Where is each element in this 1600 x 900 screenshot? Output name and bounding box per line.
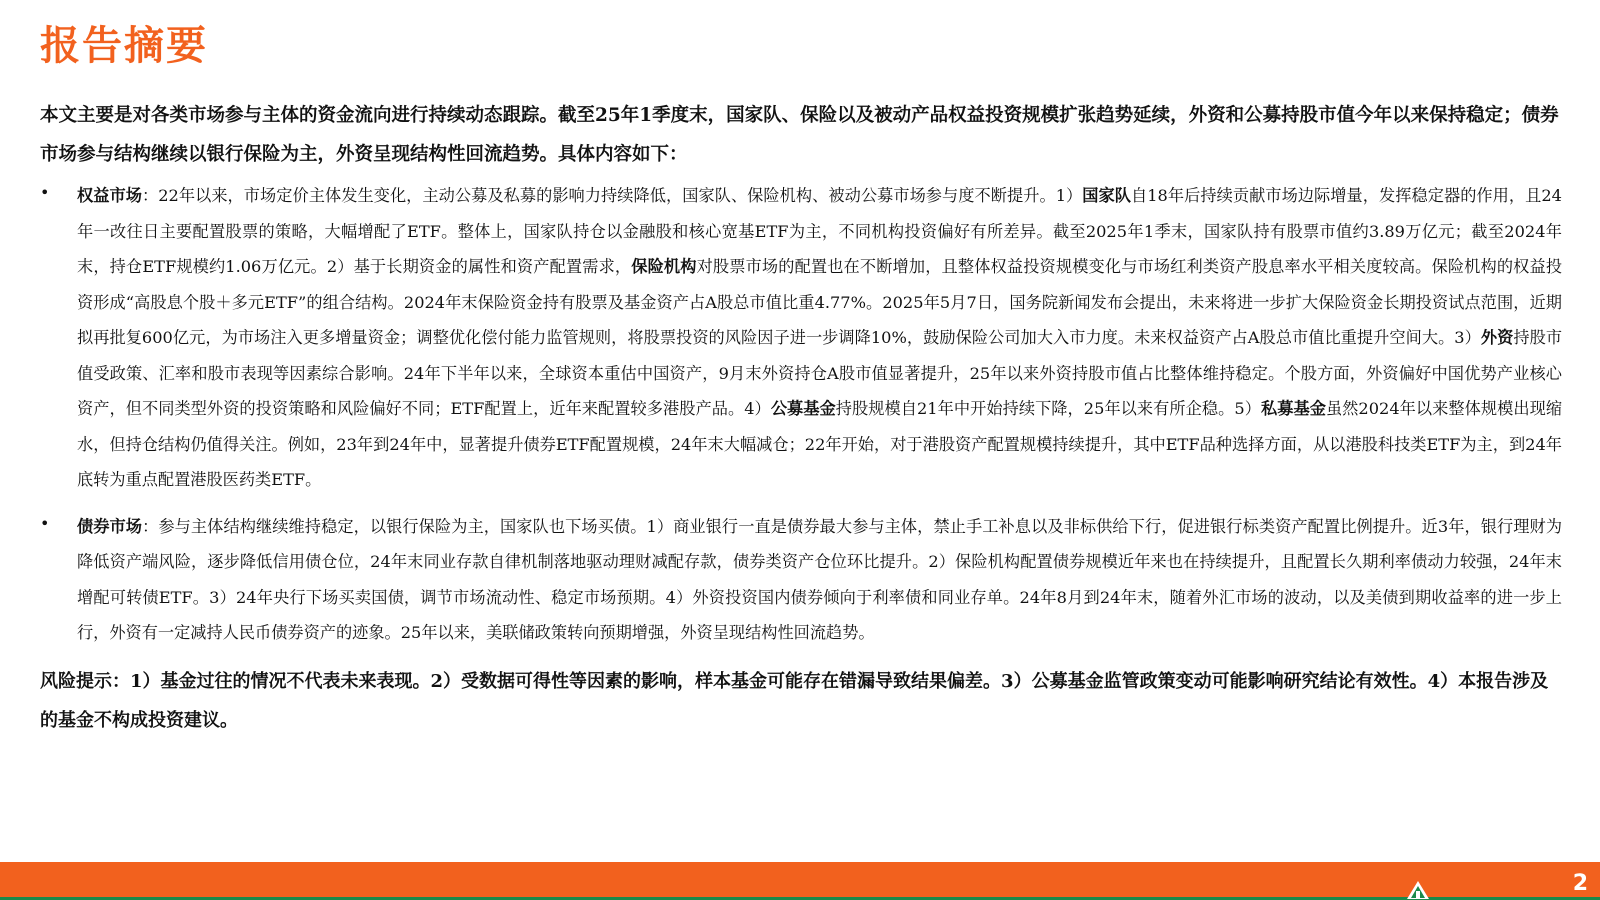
bullet-marker: • bbox=[40, 513, 50, 533]
bullet-text: 持股市值受政策、汇率和股市表现等因素综合影响。24年下半年以来，全球资本重估中国资产，9月末外资持仓A股市值显著提升，25年以来外资持股市值占比整体维持稳定。个股方面，外资偏好中国优势产业核心资产，但不同类型外资的投资策略和风险偏好不同；ETF配置上，近年来配置较多港股产品。4） bbox=[77, 328, 1563, 418]
keyword: 国家队 bbox=[1082, 186, 1132, 205]
risk-warning: 风险提示：1）基金过往的情况不代表未来表现。2）受数据可得性等因素的影响，样本基金可能存在错漏导致结果偏差。3）公募基金监管政策变动可能影响研究结论有效性。4）本报告涉及的基金不构成投资建议。 bbox=[40, 670, 1549, 731]
bullet-text: ：参与主体结构继续维持稳定，以银行保险为主，国家队也下场买债。1）商业银行一直是债券最大参与主体，禁止手工补息以及非标供给下行，促进银行标类资产配置比例提升。近3年，银行理财为降低资产端风险，逐步降低信用债仓位，24年末同业存款自律机制落地驱动理财减配存款，债券类资产仓位环比提升。2）保险机构配置债券规模近年来也在持续提升，且配置长久期利率债动力较强，24年末增配可转债ETF。3）24年央行下场买卖国债，调节市场流动性、稳定市场预期。4）外资投资国内债券倾向于利率债和同业存单。24年8月到24年末，随着外汇市场的波动，以及美债到期收益率的进一步上行，外资有一定减持人民币债券资产的迹象。25年以来，美联储政策转向预期增强，外资呈现结构性回流趋势。 bbox=[77, 516, 1563, 642]
bullet-marker: • bbox=[40, 183, 50, 202]
logo-mark-icon bbox=[1406, 880, 1430, 900]
intro-paragraph: 本文主要是对各类市场参与主体的资金流向进行持续动态跟踪。截至25年1季度末，国家队、保险以及被动产品权益投资规模扩张趋势延续，外资和公募持股市值今年以来保持稳定；债券市场参与结构继续以银行保险为主，外资呈现结构性回流趋势。具体内容如下： bbox=[40, 105, 1559, 165]
section-heading: 债券市场 bbox=[77, 516, 143, 536]
keyword: 私募基金 bbox=[1260, 399, 1326, 418]
bullet-text: 自18年后持续贡献市场边际增量，发挥稳定器的作用，且24年一改往日主要配置股票的策略，大幅增配了ETF。整体上，国家队持仓以金融股和核心宽基ETF为主，不同机构投资偏好有所差异。截至2025年1季末，国家队持有股票市值约3.89万亿元；截至2024年末，持仓ETF规模约1.06万亿元。2）基于长期资金的属性和资产配置需求， bbox=[77, 186, 1562, 276]
bullet-bond-market bbox=[40, 509, 1562, 651]
page-title: 报告摘要 bbox=[40, 22, 208, 69]
keyword: 外资 bbox=[1480, 328, 1514, 347]
keyword: 保险机构 bbox=[631, 257, 697, 276]
summary-list bbox=[40, 178, 1562, 651]
page-number: 2 bbox=[1572, 871, 1588, 896]
bullet-equity-market bbox=[40, 178, 1562, 498]
keyword: 公募基金 bbox=[770, 399, 836, 418]
section-heading: 权益市场 bbox=[77, 186, 142, 205]
bullet-text: 持股规模自21年中开始持续下降，25年以来有所企稳。5） bbox=[835, 399, 1261, 418]
bullet-text: ：22年以来，市场定价主体发生变化，主动公募及私募的影响力持续降低，国家队、保险机构、被动公募市场参与度不断提升。1） bbox=[141, 186, 1083, 205]
footer-bar bbox=[0, 862, 1600, 900]
report-summary bbox=[40, 96, 1562, 740]
bullet-text: 对股票市场的配置也在不断增加，且整体权益投资规模变化与市场红利类资产股息率水平相关度较高。保险机构的权益投资形成“高股息个股＋多元ETF”的组合结构。2024年末保险资金持有股票及基金资产占A股总市值比重4.77%。2025年5月7日，国务院新闻发布会提出，未来将进一步扩大保险资金长期投资试点范围，近期拟再批复600亿元，为市场注入更多增量资金；调整优化偿付能力监管规则，将股票投资的风险因子进一步调降10%，鼓励保险公司加大入市力度。未来权益资产占A股总市值比重提升空间大。3） bbox=[77, 257, 1563, 347]
bullet-text: 虽然2024年以来整体规模出现缩水，但持仓结构仍值得关注。例如，23年到24年中，显著提升债券ETF配置规模，24年末大幅减仓；22年开始，对于港股资产配置规模持续提升，其中ETF品种选择方面，从以港股科技类ETF为主，到24年底转为重点配置港股医药类ETF。 bbox=[77, 399, 1563, 489]
